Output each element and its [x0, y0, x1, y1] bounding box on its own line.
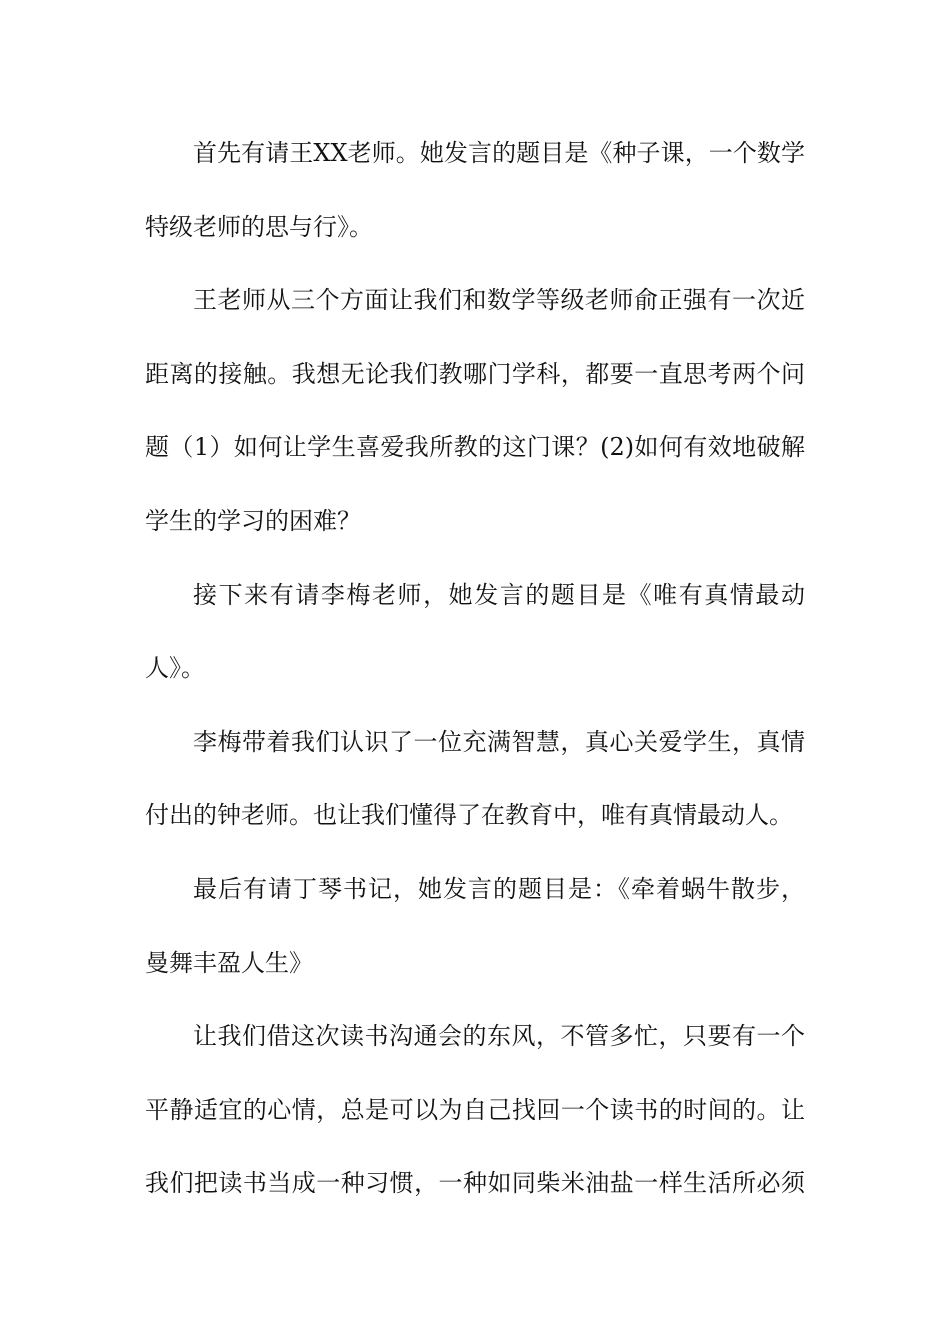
paragraph-3-line-1: 接下来有请李梅老师，她发言的题目是《唯有真情最动: [193, 580, 805, 609]
paragraph-6-line-2: 平静适宜的心情，总是可以为自己找回一个读书的时间的。让: [145, 1095, 805, 1124]
paragraph-5-line-2: 曼舞丰盈人生》: [145, 948, 313, 977]
paragraph-4-line-1: 李梅带着我们认识了一位充满智慧，真心关爱学生，真情: [193, 727, 805, 756]
document-body: [145, 128, 805, 1232]
paragraph-4-line-2: 付出的钟老师。也让我们懂得了在教育中，唯有真情最动人。: [145, 801, 793, 830]
paragraph-1-line-2: 特级老师的思与行》。: [145, 212, 373, 241]
paragraph-6-line-3: 我们把读书当成一种习惯，一种如同柴米油盐一样生活所必须: [145, 1169, 805, 1198]
paragraph-5-line-1: 最后有请丁琴书记，她发言的题目是：《牵着蜗牛散步，: [193, 874, 805, 903]
paragraph-3-line-2: 人》。: [145, 654, 205, 683]
paragraph-2-line-2: 距离的接触。我想无论我们教哪门学科，都要一直思考两个问: [145, 359, 805, 388]
paragraph-2-line-4: 学生的学习的困难？: [145, 506, 361, 535]
paragraph-1-line-1: 首先有请王XX老师。她发言的题目是《种子课，一个数学: [193, 139, 805, 167]
paragraph-6-line-1: 让我们借这次读书沟通会的东风，不管多忙，只要有一个: [193, 1022, 805, 1051]
paragraph-2-line-3: 题（1）如何让学生喜爱我所教的这门课？(2)如何有效地破解: [145, 433, 805, 462]
paragraph-2-line-1: 王老师从三个方面让我们和数学等级老师俞正强有一次近: [193, 286, 805, 315]
